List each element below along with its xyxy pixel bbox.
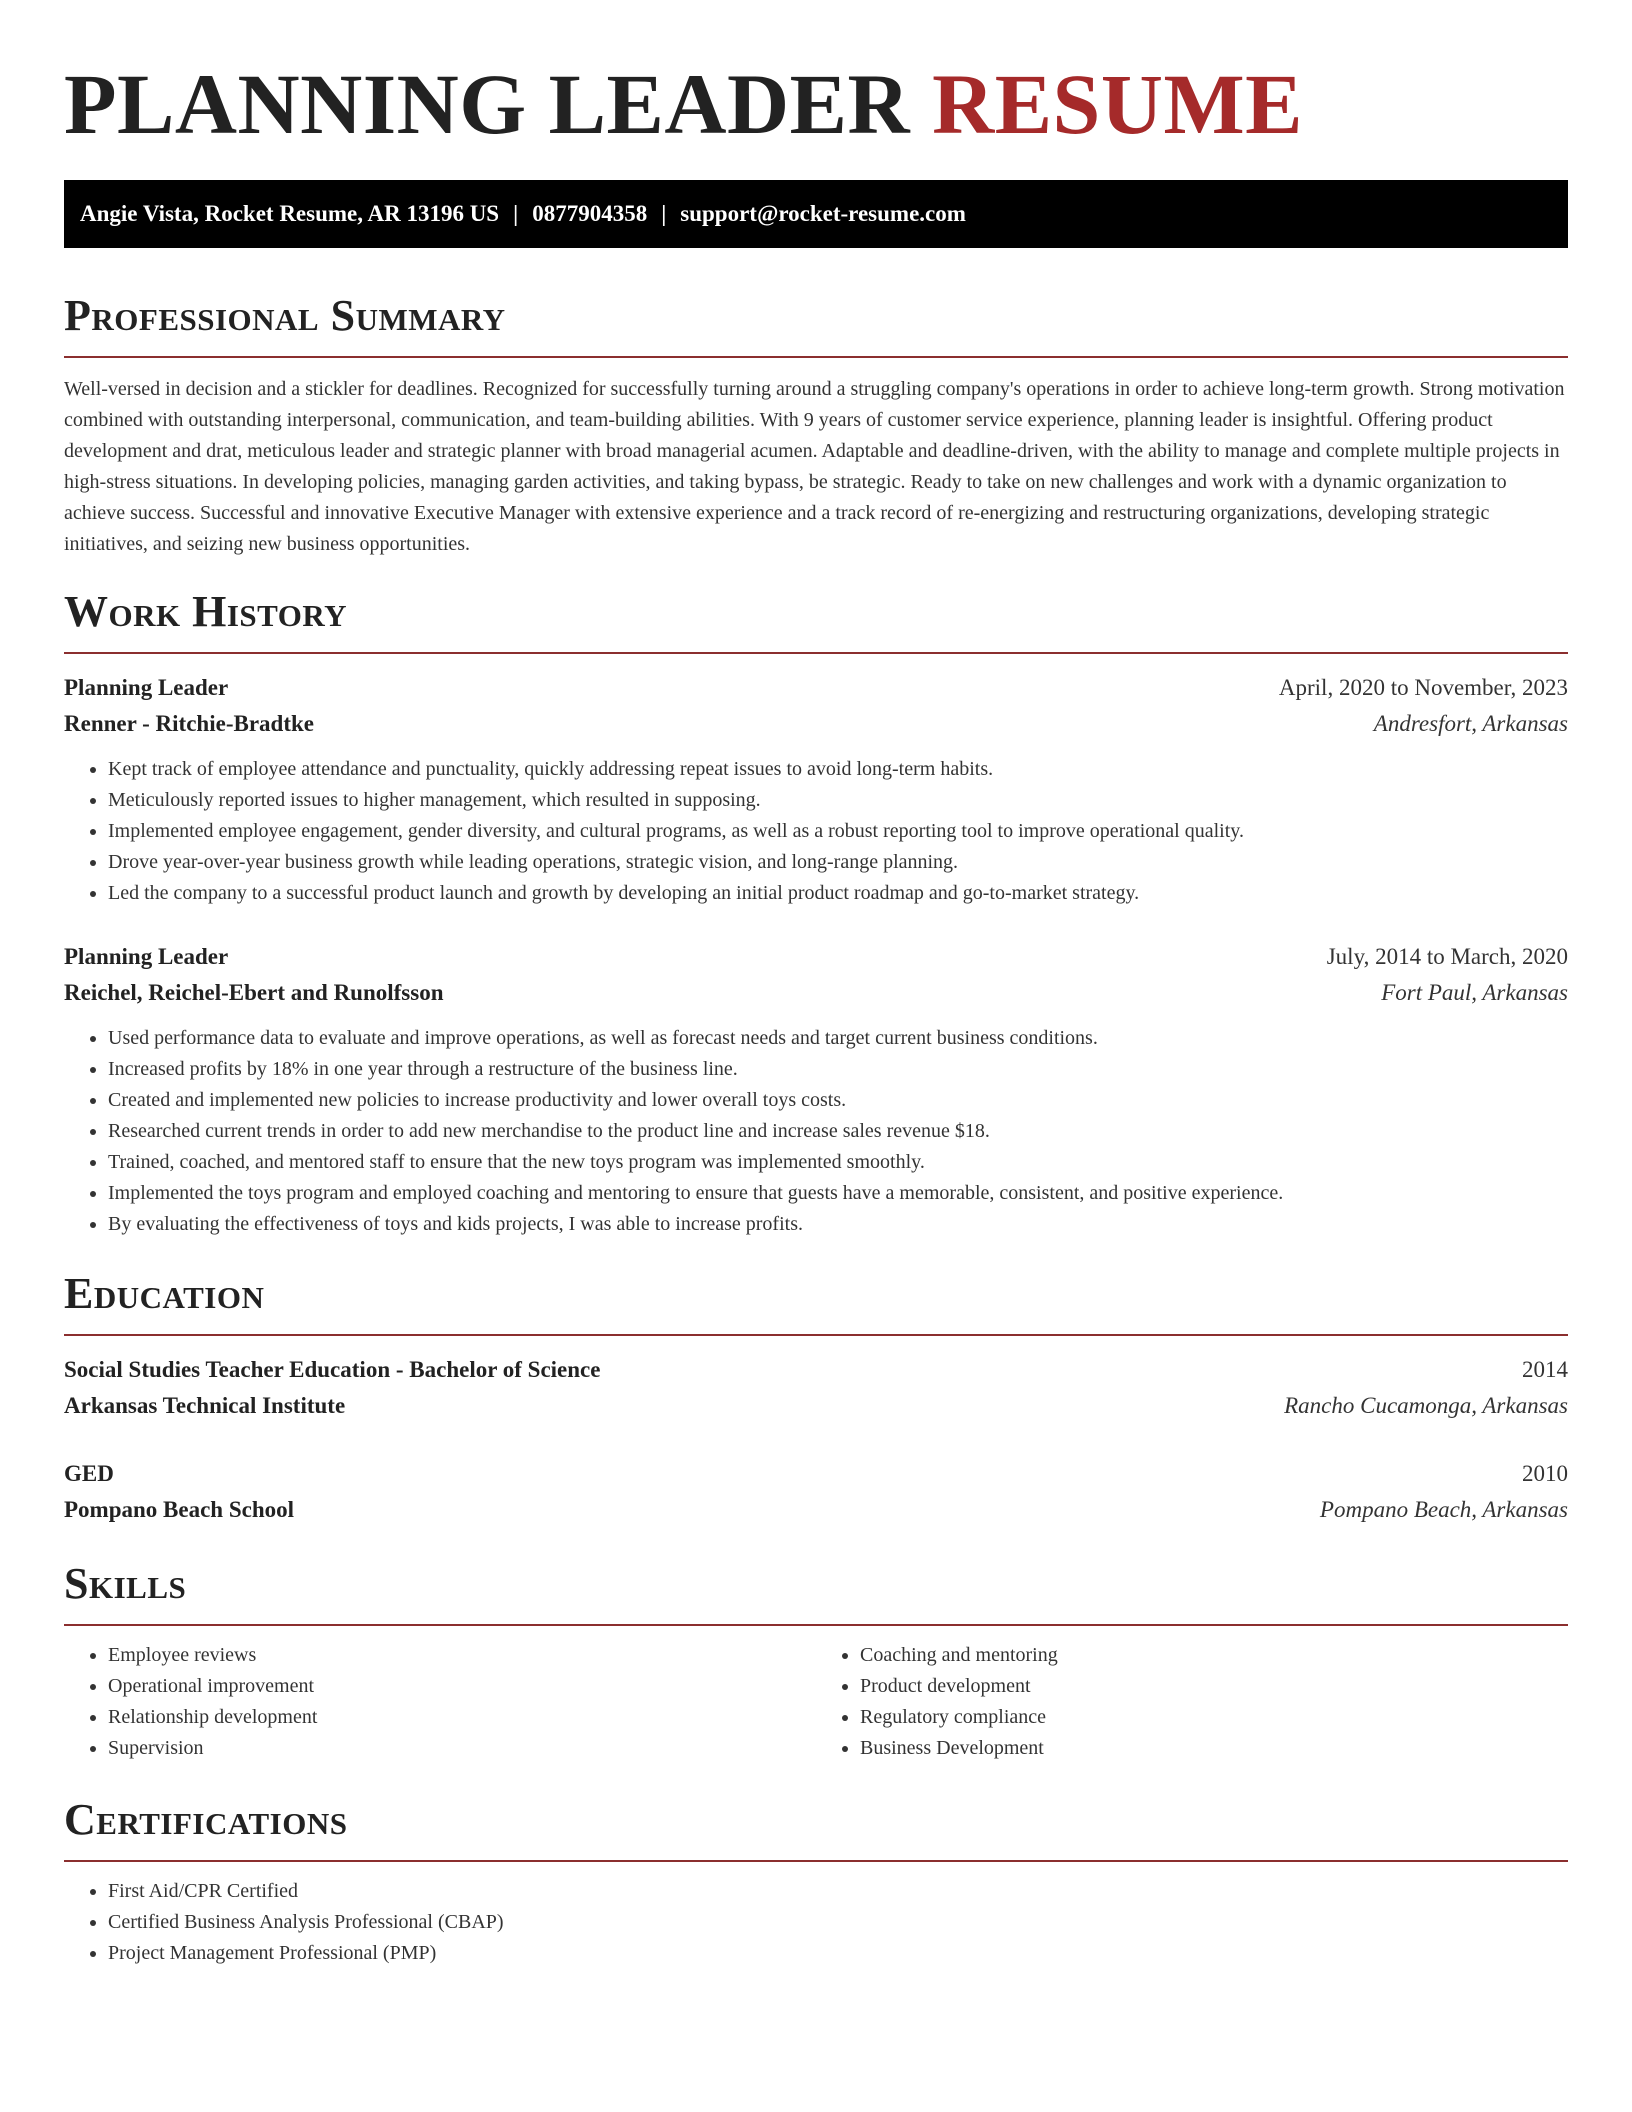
job-company: Renner - Ritchie-Bradtke [64,711,314,736]
job-bullet: • Implemented the toys program and employed coaching and mentoring to ensure that guests have a memorable, consistent, and positive experience. [108,1178,1568,1209]
contact-email[interactable]: support@rocket-resume.com [680,201,966,226]
skills-grid [64,1640,1568,1764]
skills-list-left [64,1640,816,1764]
job-bullet: • Drove year-over-year business growth while leading operations, strategic vision, and long-range planning. [108,847,1568,878]
job-bullet: • Created and implemented new policies to increase productivity and lower overall toys costs. [108,1085,1568,1116]
job-header-row [64,939,1568,975]
contact-bar [64,180,1568,248]
skill-item: • Employee reviews [108,1640,816,1671]
education-school: Arkansas Technical Institute [64,1393,346,1418]
skill-item: • Regulatory compliance [860,1702,1568,1733]
contact-phone: 0877904358 [532,201,648,226]
job-company-row [64,975,1568,1011]
job-bullets [64,1023,1568,1240]
job-bullet: • By evaluating the effectiveness of toys and kids projects, I was able to increase profits. [108,1209,1568,1240]
title-main: PLANNING LEADER [64,56,911,152]
job-entry [64,670,1568,909]
section-title-education: Education [64,1269,265,1318]
certifications-list [64,1876,1568,1969]
skill-item: • Product development [860,1671,1568,1702]
job-company: Reichel, Reichel-Ebert and Runolfsson [64,980,444,1005]
education-section [64,1268,1568,1528]
job-bullet: • Increased profits by 18% in one year through a restructure of the business line. [108,1054,1568,1085]
section-divider [64,1624,1568,1626]
education-degree: GED [64,1461,114,1486]
title-accent: RESUME [932,56,1304,152]
skill-item: • Business Development [860,1733,1568,1764]
section-divider [64,356,1568,358]
resume-title [64,0,1568,152]
job-bullets [64,754,1568,909]
contact-address: Angie Vista, Rocket Resume, AR 13196 US [80,201,500,226]
certification-item: • Certified Business Analysis Professional (CBAP) [108,1907,1568,1938]
contact-separator: | [513,201,519,226]
skill-item: • Operational improvement [108,1671,816,1702]
contact-separator: | [661,201,667,226]
education-degree: Social Studies Teacher Education - Bachelor of Science [64,1357,601,1382]
summary-text: Well-versed in decision and a stickler for deadlines. Recognized for successfully turning around a struggling company's operations in order to achieve long-term growth. Strong motivation combined with outstanding interpersonal, communication, and team-building abilities. With 9 years of customer service experience, planning leader is insightful. Offering product development and drat, meticulous leader and strategic planner with broad managerial acumen. Adaptable and deadline-driven, with the ability to manage and complete multiple projects in high-stress situations. In developing policies, managing garden activities, and taking bypass, be strategic. Ready to take on new challenges and work with a dynamic organization to achieve success. Successful and innovative Executive Manager with extensive experience and a track record of re-energizing and restructuring organizations, developing strategic initiatives, and seizing new business opportunities. [64,378,1565,555]
certifications-section [64,1794,1568,1969]
job-bullet: • Meticulously reported issues to higher management, which resulted in supposing. [108,785,1568,816]
skill-item: • Supervision [108,1733,816,1764]
job-title: Planning Leader [64,675,229,700]
education-entry [64,1352,1568,1424]
job-location: Andresfort, Arkansas [1373,711,1568,736]
education-school-row [64,1492,1568,1528]
skills-section [64,1558,1568,1764]
education-location: Rancho Cucamonga, Arkansas [1284,1393,1568,1418]
education-degree-row [64,1352,1568,1388]
job-bullet: • Used performance data to evaluate and improve operations, as well as forecast needs and target current business conditions. [108,1023,1568,1054]
job-title: Planning Leader [64,944,229,969]
job-company-row [64,706,1568,742]
education-school-row [64,1388,1568,1424]
certification-item: • Project Management Professional (PMP) [108,1938,1568,1969]
education-school: Pompano Beach School [64,1497,295,1522]
job-dates: April, 2020 to November, 2023 [1278,675,1568,700]
education-degree-row [64,1456,1568,1492]
job-bullet: • Trained, coached, and mentored staff to ensure that the new toys program was implemented smoothly. [108,1147,1568,1178]
job-bullet: • Led the company to a successful product launch and growth by developing an initial product roadmap and go-to-market strategy. [108,878,1568,909]
education-year: 2014 [1522,1357,1568,1382]
job-location: Fort Paul, Arkansas [1381,980,1568,1005]
section-title-summary: Professional Summary [64,291,506,340]
education-year: 2010 [1522,1461,1568,1486]
work-history-section [64,586,1568,1240]
job-header-row [64,670,1568,706]
section-title-certifications: Certifications [64,1795,348,1844]
skills-list-right [816,1640,1568,1764]
summary-section [64,290,1568,560]
education-location: Pompano Beach, Arkansas [1319,1497,1568,1522]
job-dates: July, 2014 to March, 2020 [1326,944,1568,969]
job-bullet: • Researched current trends in order to add new merchandise to the product line and increase sales revenue $18. [108,1116,1568,1147]
section-divider [64,1860,1568,1862]
skill-item: • Coaching and mentoring [860,1640,1568,1671]
skill-item: • Relationship development [108,1702,816,1733]
education-entry [64,1456,1568,1528]
section-divider [64,652,1568,654]
section-divider [64,1334,1568,1336]
certification-item: • First Aid/CPR Certified [108,1876,1568,1907]
section-title-skills: Skills [64,1559,187,1608]
section-title-work-history: Work History [64,587,348,636]
job-bullet: • Implemented employee engagement, gender diversity, and cultural programs, as well as a robust reporting tool to improve operational quality. [108,816,1568,847]
job-bullet: • Kept track of employee attendance and punctuality, quickly addressing repeat issues to avoid long-term habits. [108,754,1568,785]
job-entry [64,939,1568,1240]
